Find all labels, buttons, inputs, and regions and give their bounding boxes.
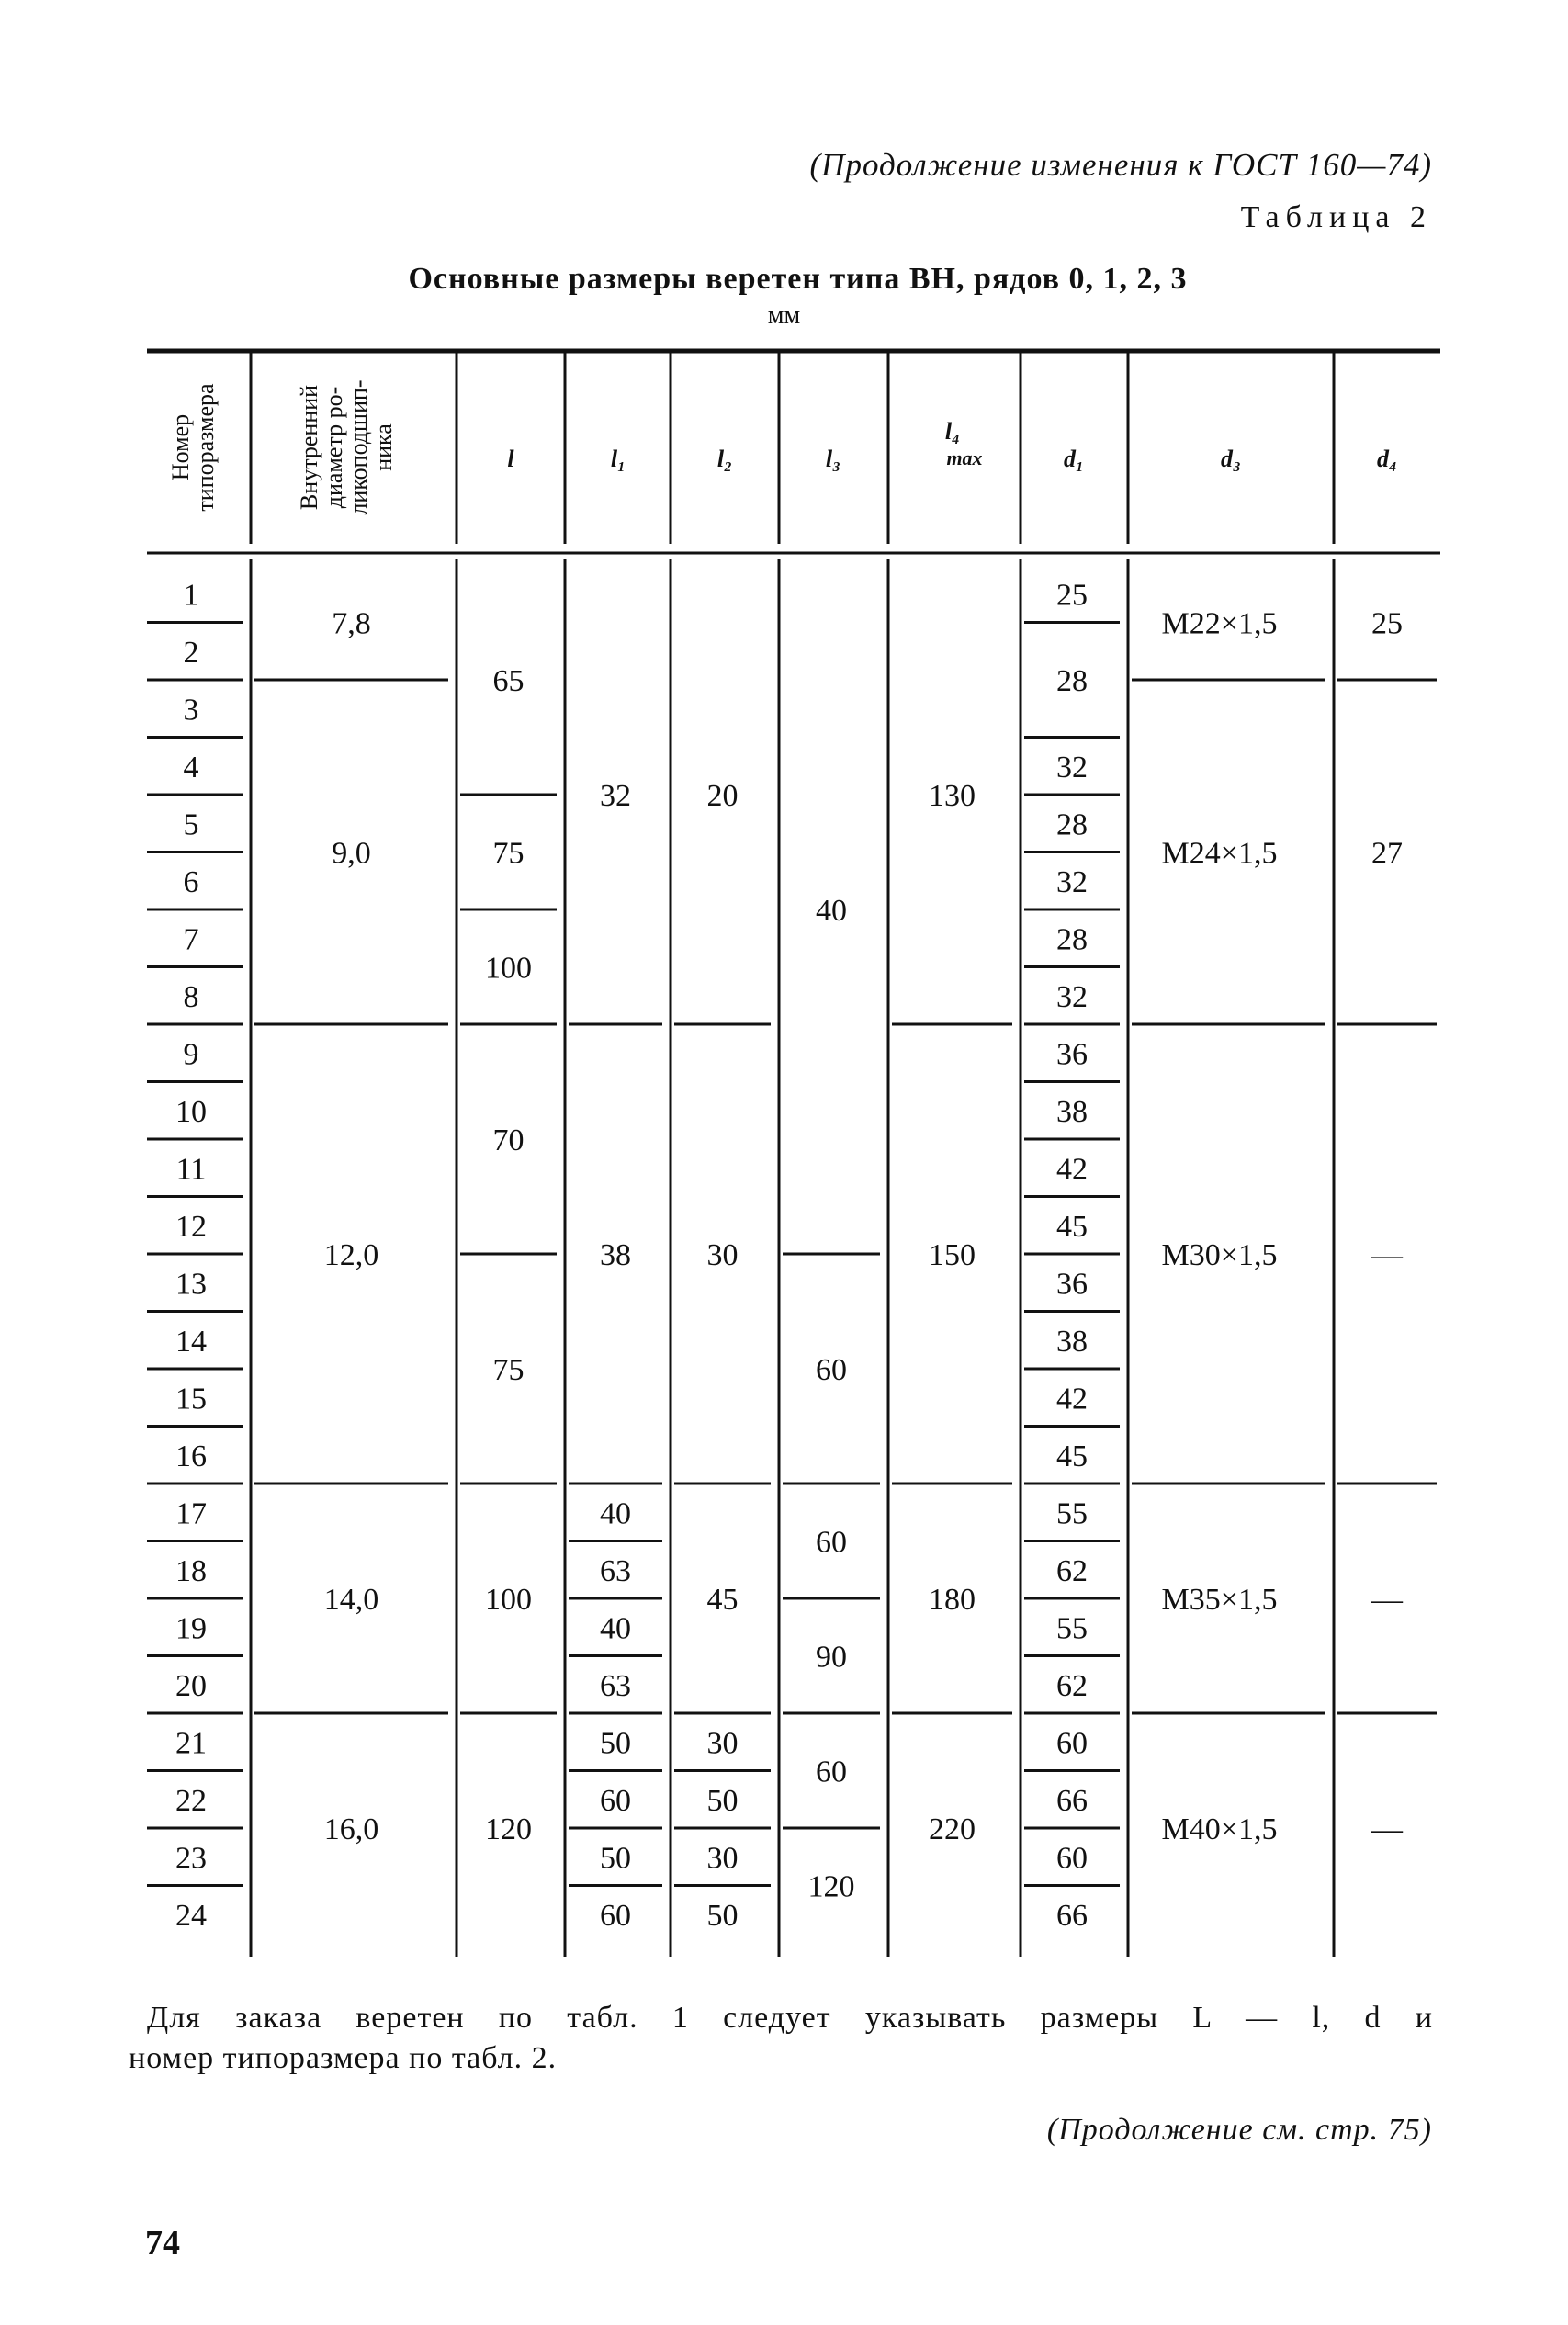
cell-number: 20 xyxy=(175,1668,207,1703)
cell-number: 17 xyxy=(175,1496,207,1531)
cell-number: 16 xyxy=(175,1439,207,1473)
cell-bearing-diameter: 7,8 xyxy=(332,606,371,641)
cell-d1: 45 xyxy=(1056,1209,1088,1244)
cell-number: 9 xyxy=(183,1037,199,1072)
header-l4-max: max xyxy=(946,446,983,469)
cell-l: 65 xyxy=(492,664,525,698)
cell-d1: 55 xyxy=(1056,1496,1088,1531)
table-label: Таблица 2 xyxy=(1240,200,1432,234)
cell-number: 4 xyxy=(183,750,199,784)
cell-d1: 42 xyxy=(1056,1382,1088,1416)
cell-d4: — xyxy=(1371,1583,1403,1617)
cell-d1: 32 xyxy=(1056,864,1088,899)
cell-number: 19 xyxy=(175,1611,207,1646)
cell-number: 8 xyxy=(183,979,199,1014)
cell-d1: 55 xyxy=(1056,1611,1088,1646)
cell-d1: 66 xyxy=(1056,1898,1088,1933)
continuation-header: (Продолжение изменения к ГОСТ 160—74) xyxy=(809,147,1432,183)
header-l: l xyxy=(507,446,514,472)
cell-l4: 150 xyxy=(929,1238,976,1272)
cell-d1: 32 xyxy=(1056,979,1088,1014)
header-l4: l₄ xyxy=(944,418,961,445)
cell-l3: 60 xyxy=(816,1755,847,1789)
header-d3: d₃ xyxy=(1220,446,1242,472)
cell-d1: 66 xyxy=(1056,1783,1088,1818)
header-l2: l₂ xyxy=(716,446,733,472)
cell-d3: M40×1,5 xyxy=(1161,1812,1278,1846)
cell-l2: 50 xyxy=(706,1783,739,1818)
cell-l4: 180 xyxy=(929,1583,976,1617)
header-bearing-diameter xyxy=(296,379,397,514)
svg-text:Номер: Номер xyxy=(167,413,194,481)
cell-d1: 60 xyxy=(1056,1726,1088,1761)
cell-l: 100 xyxy=(485,1583,532,1617)
cell-d1: 60 xyxy=(1056,1841,1088,1876)
svg-text:диаметр ро-: диаметр ро- xyxy=(321,386,347,509)
cell-bearing-diameter: 9,0 xyxy=(332,836,371,871)
cell-number: 1 xyxy=(183,578,199,613)
cell-l: 75 xyxy=(492,1353,525,1387)
cell-d4: 27 xyxy=(1371,836,1403,871)
cell-d4: — xyxy=(1371,1238,1403,1272)
cell-number: 3 xyxy=(183,693,199,728)
cell-d3: M24×1,5 xyxy=(1161,836,1278,871)
cell-number: 22 xyxy=(175,1783,207,1818)
cell-l4: 130 xyxy=(929,779,976,813)
cell-d3: M35×1,5 xyxy=(1161,1583,1278,1617)
cell-number: 10 xyxy=(175,1094,207,1129)
cell-number: 12 xyxy=(175,1209,207,1244)
cell-l2: 30 xyxy=(706,1726,739,1761)
cell-d1: 62 xyxy=(1056,1668,1088,1703)
cell-number: 7 xyxy=(183,922,199,957)
order-note-line-1: Для заказа веретен по табл. 1 следует указывать размеры L — l, d и xyxy=(147,2001,1433,2035)
cell-l3: 60 xyxy=(816,1353,847,1387)
cell-d1: 25 xyxy=(1056,578,1088,613)
cell-l2: 30 xyxy=(706,1841,739,1876)
cell-l1: 32 xyxy=(600,779,631,813)
cell-bearing-diameter: 16,0 xyxy=(323,1812,379,1846)
cell-l1: 63 xyxy=(600,1553,631,1588)
cell-l: 120 xyxy=(485,1812,532,1846)
cell-l1: 38 xyxy=(600,1238,631,1272)
cell-d3: M22×1,5 xyxy=(1161,606,1278,641)
svg-text:Внутренний: Внутренний xyxy=(296,384,322,511)
cell-l3: 60 xyxy=(816,1525,847,1560)
cell-d1: 36 xyxy=(1056,1267,1088,1302)
cell-d1: 32 xyxy=(1056,750,1088,784)
cell-l2: 20 xyxy=(706,779,739,813)
cell-d4: — xyxy=(1371,1812,1403,1846)
cell-number: 14 xyxy=(175,1324,207,1359)
header-l1: l₁ xyxy=(610,446,626,472)
cell-d1: 28 xyxy=(1056,922,1088,957)
order-note xyxy=(129,1998,1433,2079)
cell-d4: 25 xyxy=(1371,606,1403,641)
cell-bearing-diameter: 14,0 xyxy=(323,1583,379,1617)
cell-l1: 63 xyxy=(600,1668,631,1703)
cell-l2: 50 xyxy=(706,1898,739,1933)
header-d1: d₁ xyxy=(1063,446,1085,472)
cell-l1: 40 xyxy=(600,1496,631,1531)
table-title: Основные размеры веретен типа ВН, рядов 0, 1, 2, 3 xyxy=(408,262,1188,296)
cell-l2: 45 xyxy=(706,1583,739,1617)
cell-number: 23 xyxy=(175,1841,207,1876)
cell-l2: 30 xyxy=(706,1238,739,1272)
header-number xyxy=(167,383,219,512)
cell-number: 18 xyxy=(175,1553,207,1588)
cell-l3: 40 xyxy=(816,894,847,928)
svg-text:ликоподшип-: ликоподшип- xyxy=(345,379,372,515)
cell-l3: 90 xyxy=(816,1640,847,1675)
page-number: 74 xyxy=(145,2224,180,2263)
cell-number: 13 xyxy=(175,1267,207,1302)
cell-l: 75 xyxy=(492,836,525,871)
cell-d1: 62 xyxy=(1056,1553,1088,1588)
cell-l1: 50 xyxy=(600,1726,631,1761)
cell-d1: 28 xyxy=(1056,664,1088,698)
cell-d1: 36 xyxy=(1056,1037,1088,1072)
cell-l1: 50 xyxy=(600,1841,631,1876)
cell-l4: 220 xyxy=(929,1812,976,1846)
cell-number: 6 xyxy=(183,864,199,899)
order-note-line-2: номер типоразмера по табл. 2. xyxy=(129,2041,558,2075)
cell-number: 11 xyxy=(175,1152,207,1187)
svg-text:типоразмера: типоразмера xyxy=(192,383,219,512)
cell-number: 2 xyxy=(183,635,199,670)
continuation-footer: (Продолжение см. стр. 75) xyxy=(1046,2113,1432,2147)
cell-l: 70 xyxy=(492,1123,525,1157)
cell-d1: 42 xyxy=(1056,1152,1088,1187)
cell-number: 21 xyxy=(175,1726,207,1761)
cell-l1: 40 xyxy=(600,1611,631,1646)
cell-l: 100 xyxy=(485,951,532,986)
header-d4: d₄ xyxy=(1376,446,1398,472)
cell-l1: 60 xyxy=(600,1783,631,1818)
cell-bearing-diameter: 12,0 xyxy=(323,1238,379,1272)
header-l3: l₃ xyxy=(825,446,841,472)
table-units: мм xyxy=(767,301,801,330)
cell-d1: 45 xyxy=(1056,1439,1088,1473)
cell-d1: 38 xyxy=(1056,1094,1088,1129)
cell-number: 15 xyxy=(175,1382,207,1416)
cell-number: 24 xyxy=(175,1898,207,1933)
svg-text:ника: ника xyxy=(370,423,397,471)
cell-d1: 38 xyxy=(1056,1324,1088,1359)
cell-number: 5 xyxy=(183,807,199,842)
cell-d3: M30×1,5 xyxy=(1161,1238,1278,1272)
cell-l3: 120 xyxy=(807,1869,855,1904)
cell-l1: 60 xyxy=(600,1898,631,1933)
cell-d1: 28 xyxy=(1056,807,1088,842)
